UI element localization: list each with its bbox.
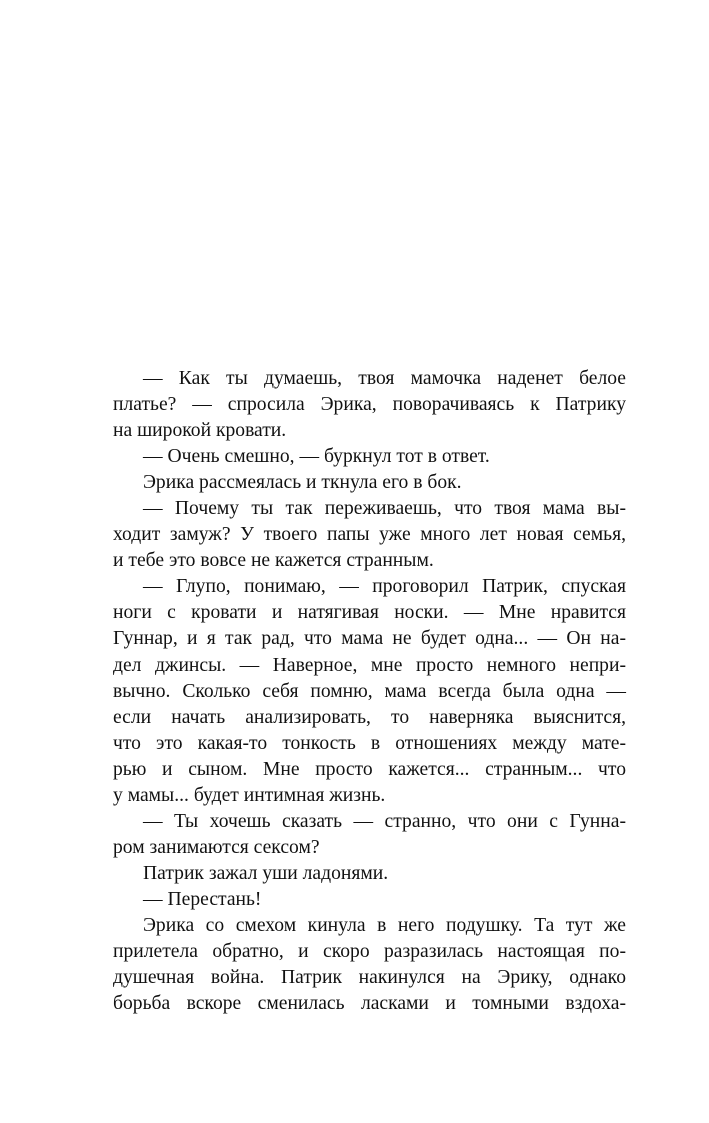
text-line: дел джинсы. — Наверное, мне просто немного непри- [113, 654, 626, 676]
text-line: Эрика со смехом кинула в него подушку. Та тут же [143, 914, 626, 936]
text-line: у мамы... будет интимная жизнь. [113, 784, 386, 806]
text-line: вычно. Сколько себя помню, мама всегда была одна — [113, 680, 626, 702]
text-line: и тебе это вовсе не кажется странным. [113, 550, 434, 572]
text-line: прилетела обратно, и скоро разразилась настоящая по- [113, 941, 626, 963]
text-line: борьба вскоре сменилась ласками и томными вздоха- [113, 993, 626, 1015]
text-line: ноги с кровати и натягивая носки. — Мне нравится [113, 602, 626, 624]
text-line: — Как ты думаешь, твоя мамочка наденет белое [143, 368, 626, 389]
text-line: на широкой кровати. [113, 420, 287, 442]
text-line: рью и сыном. Мне просто кажется... странным... что [113, 758, 626, 780]
text-line: — Очень смешно, — буркнул тот в ответ. [143, 446, 490, 468]
text-line: Гуннар, и я так рад, что мама не будет одна... — Он на- [113, 628, 626, 650]
text-line: если начать анализировать, то наверняка выяснится, [113, 706, 626, 728]
text-line: платье? — спросила Эрика, поворачиваясь к Патрику [113, 394, 626, 416]
text-line: — Почему ты так переживаешь, что твоя мама вы- [143, 498, 626, 520]
text-line: что это какая-то тонкость в отношениях между мате- [113, 732, 626, 754]
text-line: Эрика рассмеялась и ткнула его в бок. [143, 472, 462, 494]
text-line: — Ты хочешь сказать — странно, что они с Гунна- [143, 810, 626, 832]
text-line: Патрик зажал уши ладонями. [143, 862, 389, 884]
text-line: ходит замуж? У твоего папы уже много лет новая семья, [113, 524, 626, 546]
text-line: ром занимаются сексом? [113, 836, 320, 858]
text-line: душечная война. Патрик накинулся на Эрику, однако [113, 967, 626, 989]
text-line: — Перестань! [143, 888, 262, 910]
text-line: — Глупо, понимаю, — проговорил Патрик, спуская [143, 576, 626, 598]
body-text [113, 366, 626, 1017]
